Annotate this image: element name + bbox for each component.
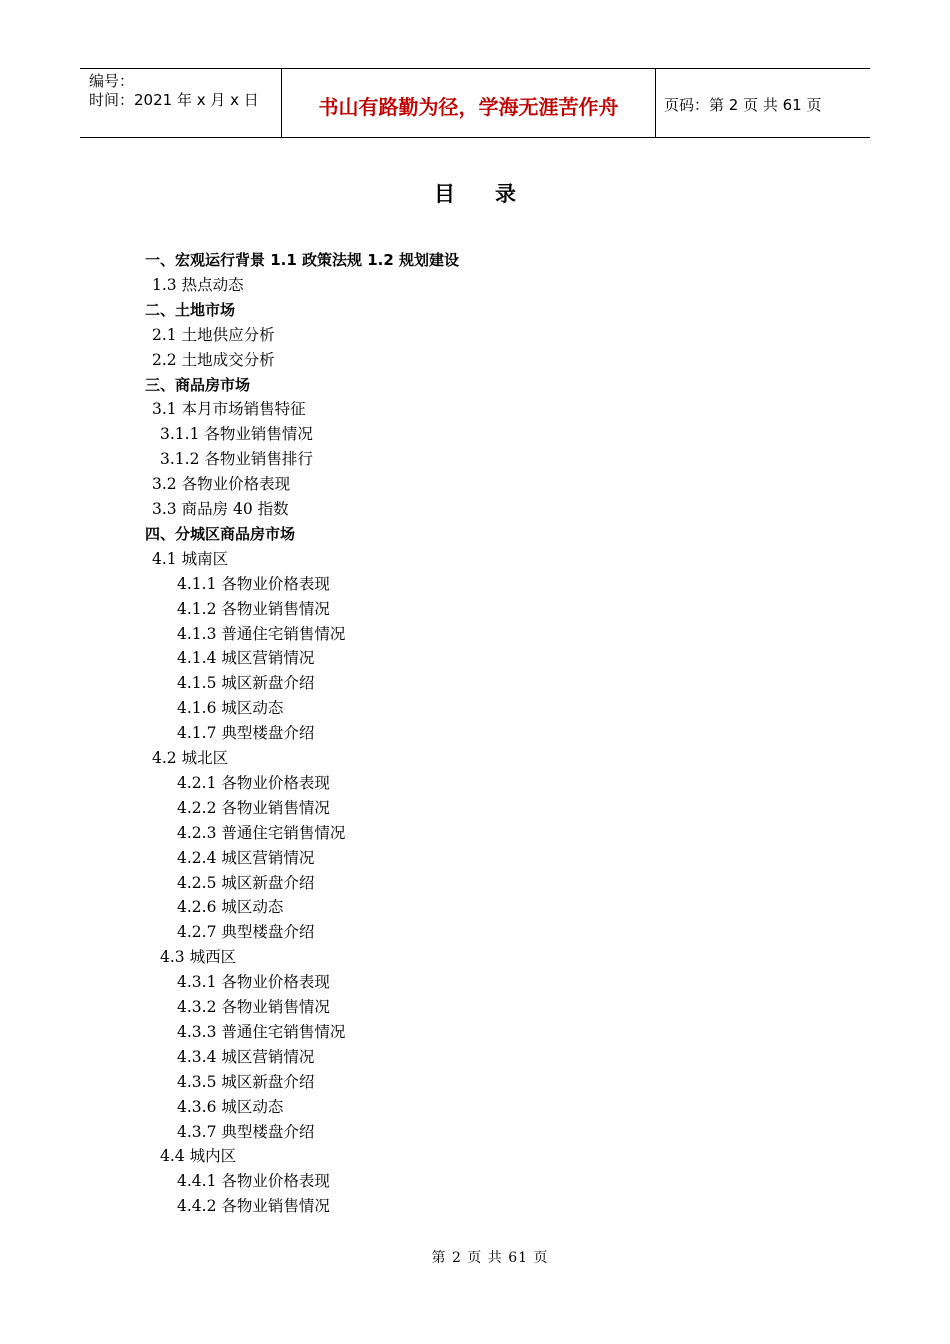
document-number-label: 编号： — [89, 72, 135, 90]
toc-entry: 4.3.7 典型楼盘介绍 — [177, 1122, 315, 1141]
toc-entry: 4.3.6 城区动态 — [177, 1097, 284, 1116]
toc-entry: 4.2.2 各物业销售情况 — [177, 798, 330, 817]
header-page-cell — [655, 69, 870, 137]
page-title: 目录 — [434, 182, 556, 206]
toc-entry: 4.1.1 各物业价格表现 — [177, 574, 330, 593]
header-motto-cell — [281, 69, 656, 137]
toc-entry: 4.2.6 城区动态 — [177, 898, 284, 917]
toc-entry: 4.3.5 城区新盘介绍 — [177, 1072, 315, 1091]
toc-entry: 4.1.7 典型楼盘介绍 — [177, 724, 315, 743]
toc-entry: 4.3.3 普通住宅销售情况 — [177, 1022, 346, 1041]
page-footer: 第 2 页 共 61 页 — [431, 1250, 549, 1266]
toc-entry: 2.1 土地供应分析 — [152, 325, 275, 344]
document-time-label: 时间：2021 年 x 月 x 日 — [89, 91, 259, 109]
toc-entry: 4.1.4 城区营销情况 — [177, 649, 315, 668]
toc-entry: 4.2 城北区 — [152, 749, 229, 767]
toc-entry: 4.2.3 普通住宅销售情况 — [177, 823, 346, 842]
toc-entry: 4.3.2 各物业销售情况 — [177, 998, 330, 1016]
toc-entry: 4.3.4 城区营销情况 — [177, 1047, 315, 1066]
toc-entry: 三、商品房市场 — [145, 375, 251, 394]
toc-entry: 4.2.7 典型楼盘介绍 — [177, 923, 315, 942]
header-motto: 书山有路勤为径，学海无涯苦作舟 — [318, 95, 619, 119]
toc-entry: 4.1.6 城区动态 — [177, 699, 284, 718]
toc-entry: 1.3 热点动态 — [152, 275, 244, 294]
toc-entry: 4.3.1 各物业价格表现 — [177, 973, 330, 992]
toc-entry: 一、宏观运行背景 1.1 政策法规 1.2 规划建设 — [145, 251, 460, 269]
header-page-info: 页码：第 2 页 共 61 页 — [664, 96, 822, 114]
toc-entry: 3.1.1 各物业销售情况 — [160, 425, 313, 444]
toc-entry: 4.4.2 各物业销售情况 — [177, 1197, 330, 1216]
toc-entry: 4.4 城内区 — [160, 1147, 237, 1166]
page-header — [80, 68, 870, 138]
toc-entry: 3.2 各物业价格表现 — [152, 475, 291, 494]
toc-entry: 4.1.2 各物业销售情况 — [177, 599, 330, 618]
toc-entry: 四、分城区商品房市场 — [145, 524, 296, 543]
toc-entry: 4.1 城南区 — [152, 549, 229, 568]
toc-entry: 4.2.5 城区新盘介绍 — [177, 873, 315, 892]
toc-entry: 3.1.2 各物业销售排行 — [160, 450, 313, 469]
toc-entry: 3.3 商品房 40 指数 — [152, 500, 289, 518]
toc-entry: 二、土地市场 — [145, 300, 236, 319]
toc-entry: 2.2 土地成交分析 — [152, 350, 275, 369]
toc-entry: 4.4.1 各物业价格表现 — [177, 1172, 330, 1191]
toc-entry: 4.1.3 普通住宅销售情况 — [177, 624, 346, 643]
toc-entry: 4.2.1 各物业价格表现 — [177, 773, 330, 792]
toc-entry: 4.3 城西区 — [160, 948, 237, 967]
header-info-cell — [80, 69, 281, 137]
toc-entry: 4.2.4 城区营销情况 — [177, 848, 315, 867]
toc-entry: 4.1.5 城区新盘介绍 — [177, 674, 315, 693]
toc-entry: 3.1 本月市场销售特征 — [152, 400, 306, 419]
